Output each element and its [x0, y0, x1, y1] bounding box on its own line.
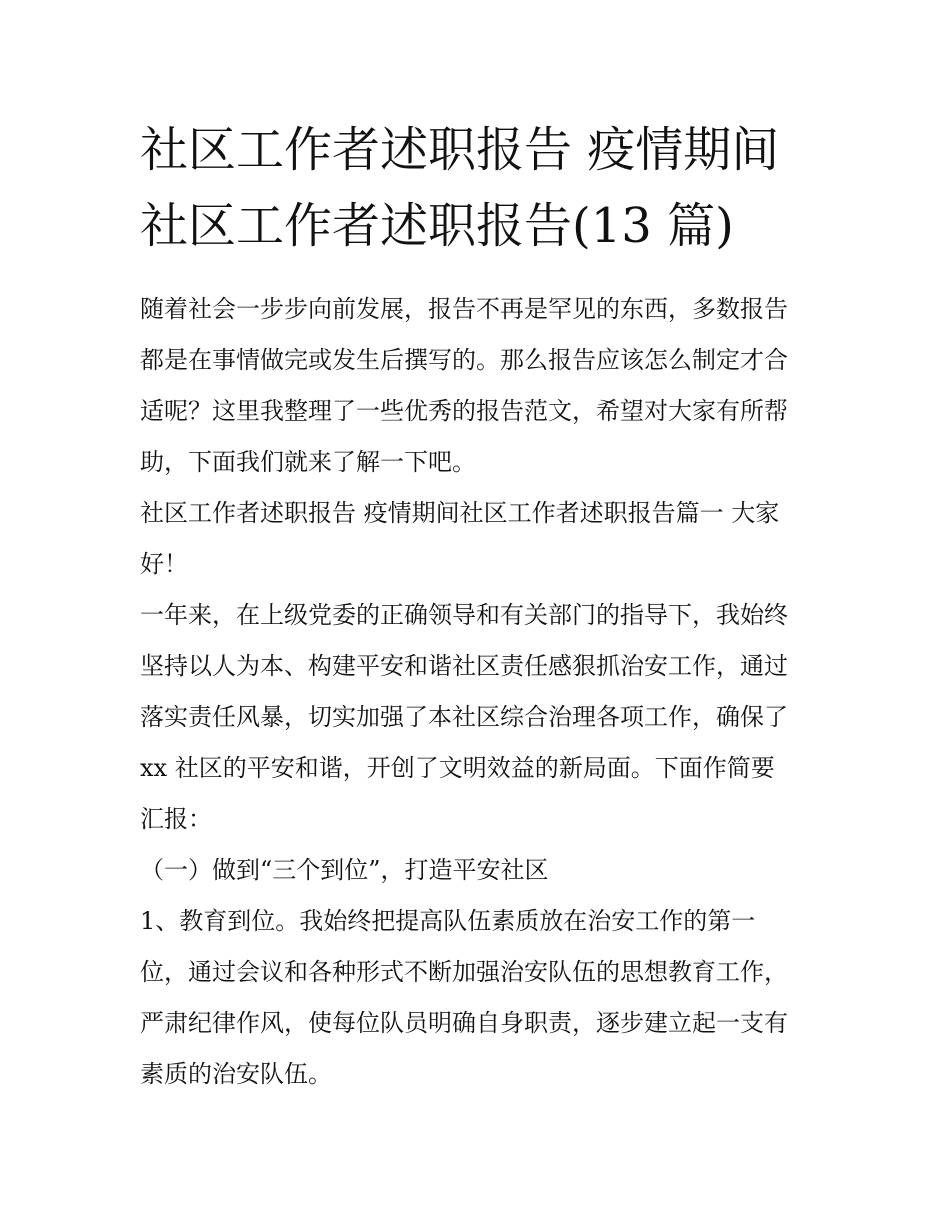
text-line: 1、教育到位。我始终把提高队伍素质放在治安工作的第一 [140, 907, 756, 935]
title-line: 社区工作者述职报告(13 篇) [140, 198, 734, 254]
document-content [140, 112, 815, 1100]
title-spacer [140, 264, 815, 284]
title-line: 社区工作者述职报告 疫情期间 [140, 122, 780, 178]
text-line: 严肃纪律作风，使每位队员明确自身职责，逐步建立起一支有 [140, 1009, 788, 1037]
subheading-paragraph [140, 845, 815, 896]
text-line: 好！ [140, 550, 188, 578]
text-line: 都是在事情做完或发生后撰写的。那么报告应该怎么制定才合 [140, 346, 788, 374]
text-line: 适呢？这里我整理了一些优秀的报告范文，希望对大家有所帮 [140, 397, 788, 425]
section-heading-paragraph [140, 488, 815, 590]
text-line: 坚持以人为本、构建平安和谐社区责任感狠抓治安工作，通过 [140, 652, 788, 680]
text-line: 社区工作者述职报告 疫情期间社区工作者述职报告篇一 大家 [140, 499, 780, 527]
text-line: 汇报： [140, 805, 212, 833]
text-line: 助，下面我们就来了解一下吧。 [140, 448, 476, 476]
text-line: 素质的治安队伍。 [140, 1060, 332, 1088]
intro-paragraph [140, 284, 815, 488]
document-title [140, 112, 815, 264]
text-line: 位，通过会议和各种形式不断加强治安队伍的思想教育工作， [140, 958, 788, 986]
text-line: 一年来，在上级党委的正确领导和有关部门的指导下，我始终 [140, 601, 788, 629]
text-line: xx 社区的平安和谐，开创了文明效益的新局面。下面作简要 [140, 754, 775, 782]
text-line: 随着社会一步步向前发展，报告不再是罕见的东西，多数报告 [140, 295, 788, 323]
body-paragraph [140, 590, 815, 845]
body-paragraph [140, 896, 815, 1100]
text-line: （一）做到“三个到位”，打造平安社区 [140, 856, 549, 884]
text-line: 落实责任风暴，切实加强了本社区综合治理各项工作，确保了 [140, 703, 788, 731]
